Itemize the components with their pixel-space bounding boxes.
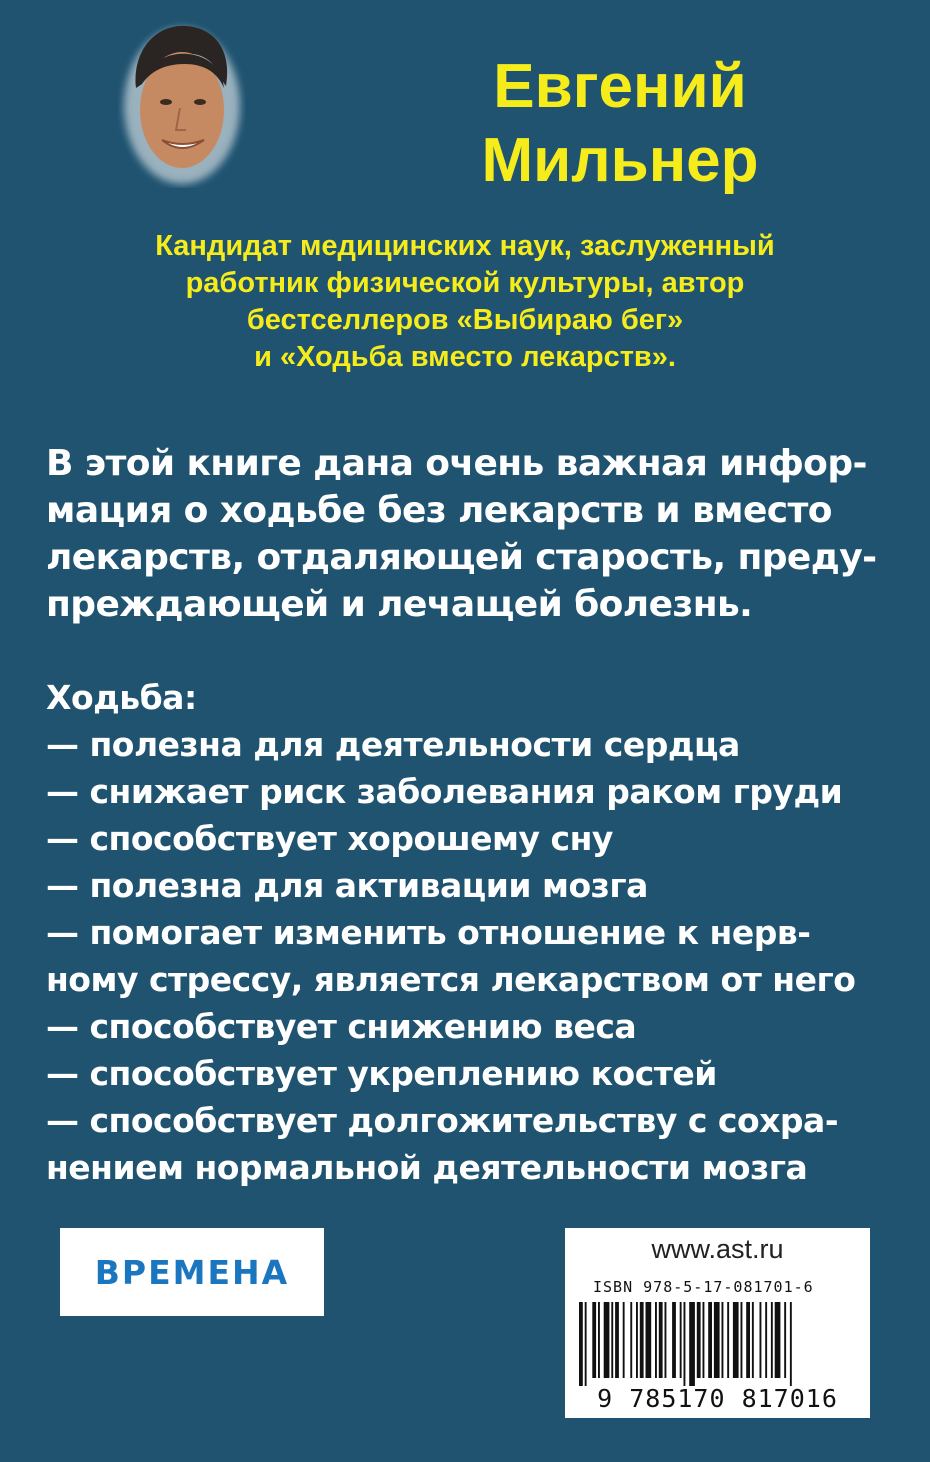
author-last-name: Мильнер — [481, 126, 759, 195]
barcode-stripe — [598, 1302, 600, 1378]
barcode-stripe — [771, 1302, 773, 1378]
benefit-item: — снижает риск заболевания раком груди — [46, 772, 843, 811]
benefit-item: — способствует хорошему сну — [46, 819, 613, 858]
barcode-stripe — [697, 1302, 701, 1378]
barcode-stripe — [765, 1302, 767, 1378]
barcode-stripe — [604, 1302, 610, 1378]
benefit-item: — способствует укреплению костей — [46, 1054, 717, 1093]
benefit-item: — способствует долгожительству с сохра- — [46, 1101, 839, 1140]
barcode-stripe — [636, 1302, 638, 1378]
barcode-stripe — [672, 1302, 676, 1378]
author-name — [410, 50, 830, 198]
barcode-stripe — [722, 1302, 724, 1378]
benefit-item: — полезна для деятельности сердца — [46, 725, 740, 764]
barcode-stripe — [746, 1302, 750, 1378]
barcode-bars — [575, 1302, 860, 1386]
barcode-stripe — [592, 1302, 596, 1378]
barcode-stripe — [733, 1302, 739, 1378]
bio-line: бестселлеров «Выбираю бег» — [246, 304, 684, 336]
barcode-stripe — [615, 1302, 619, 1378]
benefits-heading: Ходьба: — [46, 678, 197, 717]
benefit-item: ному стрессу, является лекарством от него — [46, 960, 856, 999]
barcode-stripe — [579, 1302, 583, 1386]
publisher-logo — [60, 1228, 324, 1316]
barcode-stripe — [727, 1302, 729, 1378]
barcode-stripe — [646, 1302, 652, 1378]
bio-line: и «Ходьба вместо лекарств». — [254, 341, 676, 373]
barcode-stripe — [752, 1302, 754, 1378]
barcode-block — [565, 1228, 870, 1418]
barcode-stripe — [689, 1302, 695, 1386]
description-line: мация о ходьбе без лекарств и вместо — [46, 490, 832, 531]
benefit-item: нением нормальной деятельности мозга — [46, 1148, 808, 1187]
barcode-stripe — [684, 1302, 686, 1386]
barcode-stripe — [741, 1302, 743, 1378]
bio-line: Кандидат медицинских наук, заслуженный — [155, 230, 775, 262]
barcode-stripe — [623, 1302, 625, 1378]
bio-line: работник физической культуры, автор — [185, 267, 745, 299]
benefit-item: — полезна для активации мозга — [46, 866, 648, 905]
benefits-list — [46, 674, 916, 1191]
barcode-stripe — [784, 1302, 786, 1378]
barcode-stripe — [665, 1302, 667, 1378]
author-bio — [60, 228, 870, 376]
barcode-stripe — [640, 1302, 644, 1378]
author-portrait — [118, 18, 246, 188]
barcode-stripe — [714, 1302, 720, 1378]
barcode-stripe — [611, 1302, 613, 1378]
barcode-stripe — [790, 1302, 792, 1386]
barcode-stripe — [585, 1302, 587, 1386]
benefit-item: — помогает изменить отношение к нерв- — [46, 913, 811, 952]
isbn-label: ISBN 978-5-17-081701-6 — [593, 1278, 814, 1296]
barcode-stripe — [703, 1302, 705, 1378]
publisher-website: www.ast.ru — [651, 1234, 784, 1264]
description-line: лекарств, отдаляющей старость, преду- — [46, 537, 877, 578]
benefit-item: — способствует снижению веса — [46, 1007, 637, 1046]
author-first-name: Евгений — [493, 52, 747, 121]
barcode-stripe — [655, 1302, 657, 1378]
publisher-logo-text: ВРЕМЕНА — [94, 1252, 290, 1292]
barcode-stripe — [630, 1302, 632, 1378]
barcode-stripe — [708, 1302, 712, 1378]
description-line: В этой книге дана очень важная инфор- — [46, 443, 867, 484]
barcode-stripe — [659, 1302, 663, 1378]
barcode-stripe — [680, 1302, 682, 1378]
book-description — [46, 440, 906, 628]
barcode-stripe — [760, 1302, 762, 1378]
barcode-stripe — [775, 1302, 781, 1378]
description-line: преждающей и лечащей болезнь. — [46, 584, 753, 625]
ean-digits: 9 785170 817016 — [597, 1384, 838, 1413]
